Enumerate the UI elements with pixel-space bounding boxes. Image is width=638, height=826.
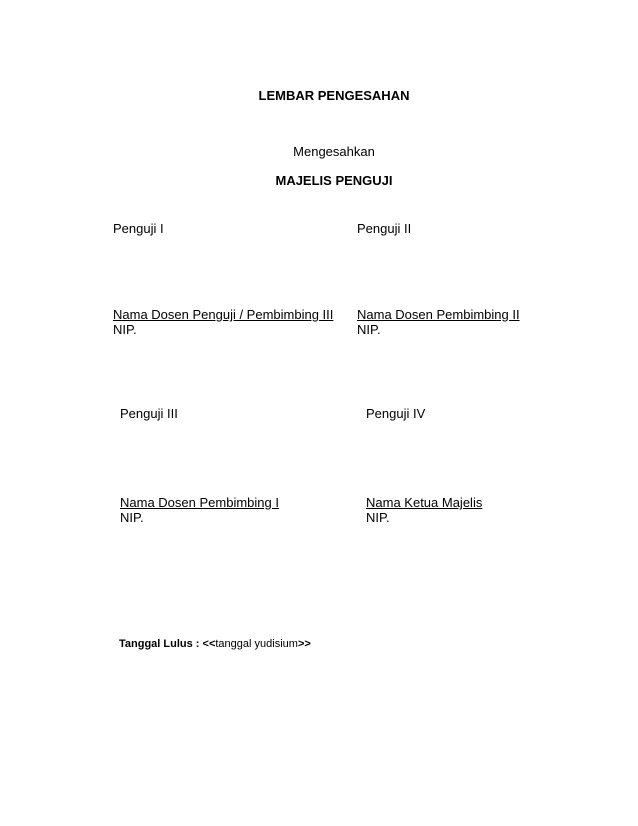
- examiner-1-label: Penguji I: [113, 221, 164, 236]
- examiner-3-name: Nama Dosen Pembimbing I: [120, 495, 279, 510]
- examiner-2-nip: NIP.: [357, 322, 381, 337]
- subtitle: Mengesahkan: [293, 144, 375, 159]
- examiner-3-label: Penguji III: [120, 406, 178, 421]
- examiner-4-nip: NIP.: [366, 510, 390, 525]
- examiner-4-name: Nama Ketua Majelis: [366, 495, 483, 510]
- graduation-date: [119, 638, 311, 650]
- graduation-date-placeholder: tanggal yudisium: [215, 638, 298, 650]
- examiner-1-nip: NIP.: [113, 322, 137, 337]
- examiner-2-name: Nama Dosen Pembimbing II: [357, 307, 520, 322]
- page-title: LEMBAR PENGESAHAN: [258, 88, 410, 103]
- examiner-2-label: Penguji II: [357, 221, 412, 236]
- graduation-date-label: Tanggal Lulus : <<: [119, 638, 216, 650]
- examiner-4-label: Penguji IV: [366, 406, 426, 421]
- graduation-date-suffix: >>: [297, 638, 311, 650]
- examiner-3-nip: NIP.: [120, 510, 144, 525]
- examiner-1-name: Nama Dosen Penguji / Pembimbing III: [113, 307, 334, 322]
- council-heading: MAJELIS PENGUJI: [275, 173, 393, 188]
